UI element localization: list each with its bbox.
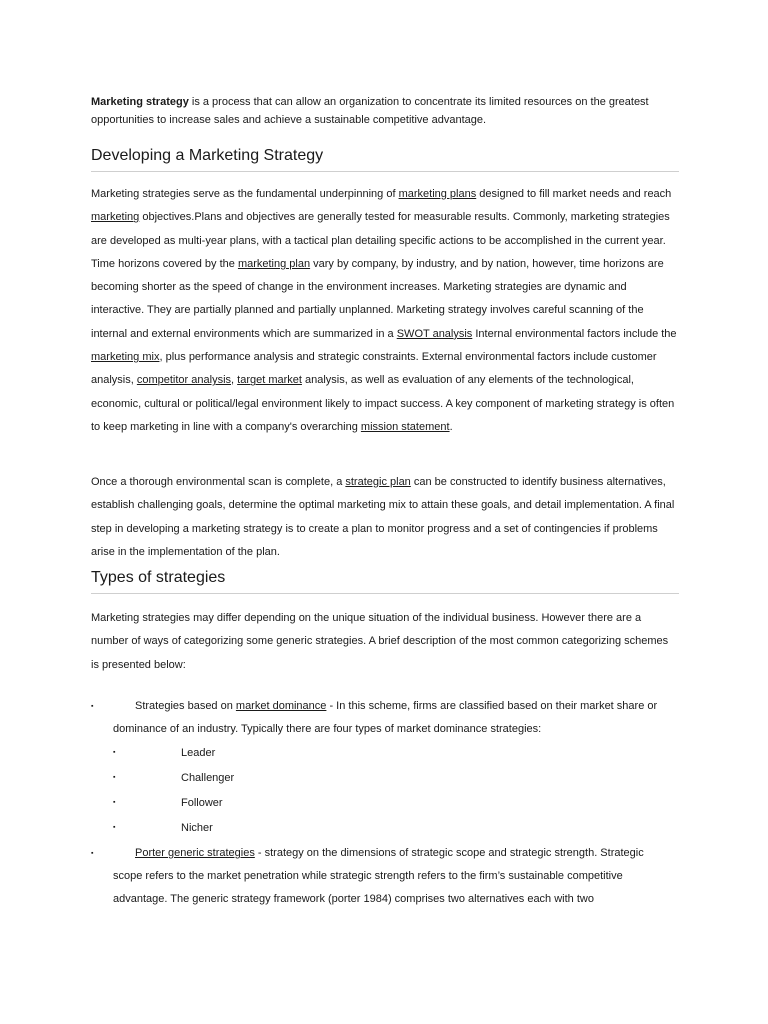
intro-text: is a process that can allow an organization to concentrate its limited resources on the greatest opportunities to increase sales and achieve a sustainable competitive advantage. bbox=[91, 96, 649, 126]
bullet-icon: ▪ bbox=[91, 703, 94, 710]
list-item-market-dominance: Strategies based on market dominance - In this scheme, firms are classified based on their market share or dominance of an industry. Typically there are four types of market dominance strategies: bbox=[113, 700, 658, 735]
intro-term: Marketing strategy bbox=[91, 96, 189, 108]
section-heading-types: Types of strategies bbox=[91, 567, 679, 594]
bullet-icon: ▪ bbox=[91, 850, 94, 857]
sub-item-leader: Leader bbox=[181, 747, 216, 759]
link-marketing-mix[interactable]: marketing mix bbox=[91, 351, 160, 364]
sub-item-follower: Follower bbox=[181, 797, 223, 809]
bullet-icon: ▪ bbox=[113, 824, 116, 831]
paragraph-developing-1: Marketing strategies serve as the fundamental underpinning of marketing plans designed to fill market needs and reach marketing objectives.Plans and objectives are generally tested for measurable results. Commonly, marketing strategies are developed as multi-year plans, with a tactical plan detailing specific actions to be accomplished in the current year. Time horizons covered by the marketing plan vary by company, by industry, and by nation, however, time horizons are becoming shorter as the speed of change in the environment increases. Marketing strategies are dynamic and interactive. They are partially planned and partially unplanned. Marketing strategy involves careful scanning of the internal and external environments which are summarized in a SWOT analysis Internal environmental factors include the marketing mix, plus performance analysis and strategic constraints. External environmental factors include customer analysis, competitor analysis, target market analysis, as well as evaluation of any elements of the technological, economic, cultural or political/legal environment likely to impact success. A key component of marketing strategy is often to keep marketing in line with a company's overarching mission statement. bbox=[91, 188, 677, 433]
link-strategic-plan[interactable]: strategic plan bbox=[345, 476, 411, 488]
sub-item-nicher: Nicher bbox=[181, 822, 213, 834]
link-marketing-plan[interactable]: marketing plan bbox=[237, 257, 311, 270]
bullet-icon: ▪ bbox=[113, 749, 116, 756]
paragraph-developing-2: Once a thorough environmental scan is complete, a strategic plan can be constructed to identify business alternatives, establish challenging goals, determine the optimal marketing mix to attain these goals, and detail implementation. A final step in developing a marketing strategy is to create a plan to monitor progress and a set of contingencies if problems arise in the implementation of the plan. bbox=[91, 476, 675, 558]
intro-paragraph bbox=[91, 93, 691, 129]
link-competitor-analysis[interactable]: competitor analysis bbox=[136, 374, 232, 387]
section-heading-developing: Developing a Marketing Strategy bbox=[91, 145, 679, 172]
list-item-porter-strategies: Porter generic strategies - strategy on the dimensions of strategic scope and strategic strength. Strategic scope refers to the market penetration while strategic strength refers to the firm’s sustainable competitive advantage. The generic strategy framework (porter 1984) comprises two alternatives each with two bbox=[113, 847, 644, 905]
bullet-icon: ▪ bbox=[113, 799, 116, 806]
sub-item-challenger: Challenger bbox=[181, 772, 235, 784]
link-marketing-plans[interactable]: marketing plans bbox=[398, 188, 477, 200]
bullet-icon: ▪ bbox=[113, 774, 116, 781]
link-target-market[interactable]: target market bbox=[237, 374, 302, 387]
link-swot-analysis[interactable]: SWOT analysis bbox=[396, 327, 473, 340]
link-porter-generic-strategies[interactable]: Porter generic strategies bbox=[135, 847, 255, 859]
paragraph-types: Marketing strategies may differ depending on the unique situation of the individual business. However there are a number of ways of categorizing some generic strategies. A brief description of the most common categorizing schemes is presented below: bbox=[91, 612, 669, 671]
link-marketing[interactable]: marketing bbox=[91, 211, 140, 224]
link-market-dominance[interactable]: market dominance bbox=[235, 700, 327, 712]
link-mission-statement[interactable]: mission statement bbox=[360, 420, 450, 433]
